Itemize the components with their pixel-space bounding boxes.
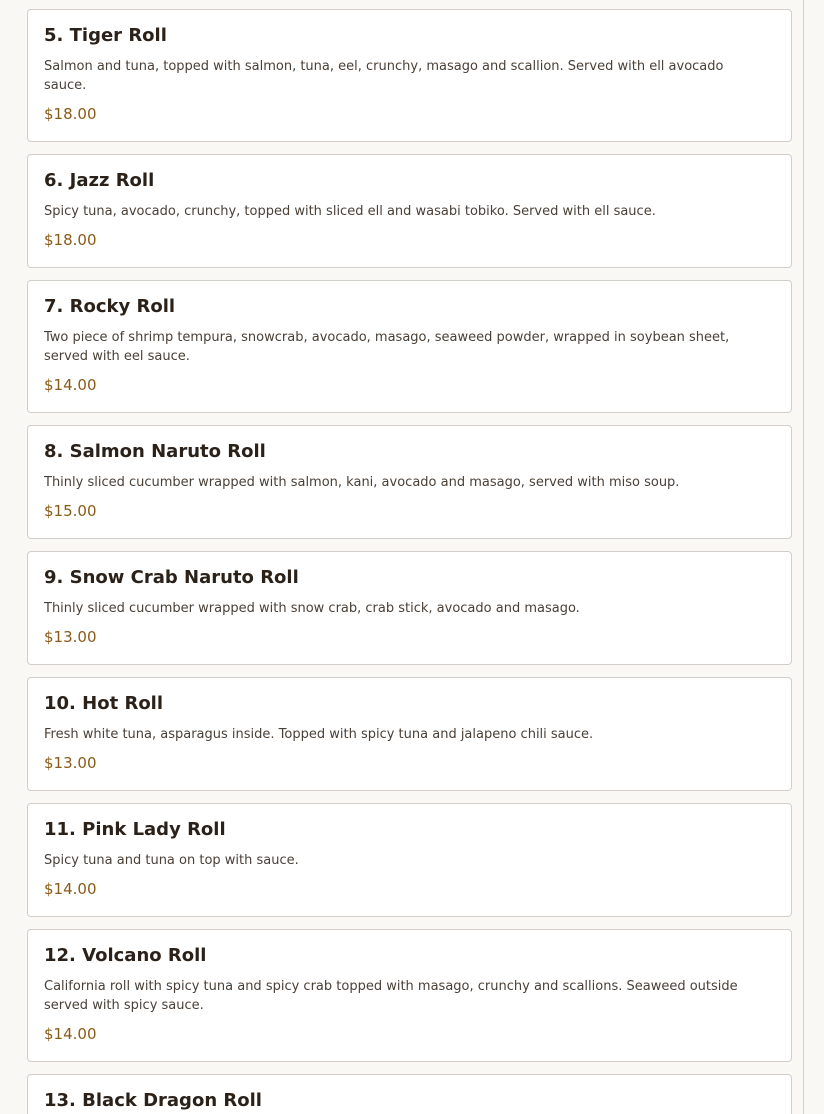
menu-item-card[interactable] [27,551,792,665]
menu-item-price: $14.00 [44,376,97,394]
menu-item-name: 10. Hot Roll [44,693,164,714]
menu-item-list [27,9,792,1114]
menu-item-name: 11. Pink Lady Roll [44,819,226,840]
menu-item-price: $13.00 [44,628,97,646]
menu-item-name: 5. Tiger Roll [44,25,167,46]
menu-item-price: $18.00 [44,105,97,123]
menu-item-description: California roll with spicy tuna and spicy crab topped with masago, crunchy and scallions. Seaweed outside served with spicy sauce. [44,979,738,1013]
menu-item-price: $14.00 [44,1025,97,1043]
menu-item-name: 12. Volcano Roll [44,945,207,966]
menu-item-price: $18.00 [44,231,97,249]
menu-item-description: Thinly sliced cucumber wrapped with snow crab, crab stick, avocado and masago. [44,601,580,616]
menu-item-description: Two piece of shrimp tempura, snowcrab, avocado, masago, seaweed powder, wrapped in soybean sheet, served with eel sauce. [44,330,730,364]
menu-item-description: Spicy tuna and tuna on top with sauce. [44,853,299,868]
scroll-divider [803,0,804,1114]
menu-item-price: $14.00 [44,880,97,898]
menu-item-card[interactable] [27,677,792,791]
menu-item-description: Thinly sliced cucumber wrapped with salmon, kani, avocado and masago, served with miso soup. [44,475,680,490]
menu-item-card[interactable] [27,280,792,413]
menu-item-name: 6. Jazz Roll [44,170,155,191]
menu-item-name: 9. Snow Crab Naruto Roll [44,567,299,588]
menu-item-description: Spicy tuna, avocado, crunchy, topped with sliced ell and wasabi tobiko. Served with ell sauce. [44,204,656,219]
menu-item-name: 13. Black Dragon Roll [44,1090,262,1111]
menu-item-price: $13.00 [44,754,97,772]
menu-item-description: Salmon and tuna, topped with salmon, tuna, eel, crunchy, masago and scallion. Served with ell avocado sauce. [44,59,724,93]
menu-item-card[interactable] [27,154,792,268]
menu-item-card[interactable] [27,803,792,917]
menu-item-card[interactable] [27,1074,792,1114]
menu-item-card[interactable] [27,929,792,1062]
menu-item-name: 8. Salmon Naruto Roll [44,441,266,462]
menu-item-card[interactable] [27,425,792,539]
menu-item-price: $15.00 [44,502,97,520]
menu-item-card[interactable] [27,9,792,142]
menu-item-description: Fresh white tuna, asparagus inside. Topped with spicy tuna and jalapeno chili sauce. [44,727,594,742]
menu-item-name: 7. Rocky Roll [44,296,176,317]
